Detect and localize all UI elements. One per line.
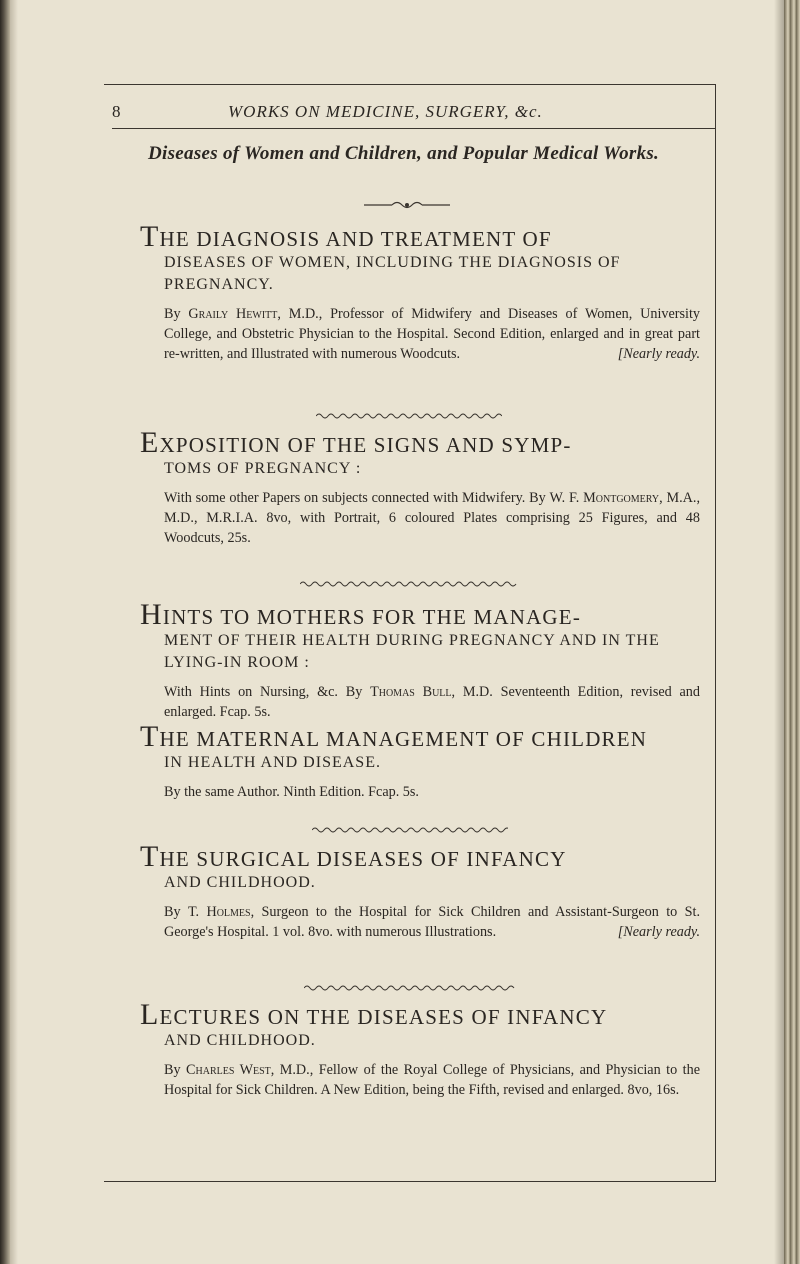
entry-description: By T. Holmes, Surgeon to the Hospital for Sick Children and Assistant-Surgeon to St. George's Hospital. 1 vol. 8vo. with numerous Illustrations. [Nearly ready. [164,904,701,940]
entry-description: By Graily Hewitt, M.D., Professor of Midwifery and Diseases of Women, University College, and Obstetric Physician to the Hospital. Second Edition, enlarged and in great part re-written, and Illustrated with numerous Woodcuts. [Nearly ready. [164,306,700,362]
author-name: W. F. Montgomery [549,490,660,506]
entry-title-continued: IN HEALTH AND DISEASE. [164,754,381,771]
catalogue-entry [140,220,700,364]
entry-title: EXPOSITION OF THE SIGNS AND SYMP- [140,426,572,459]
catalogue-entry [140,598,700,722]
catalogue-entry [140,998,700,1100]
entry-title-continued: AND CHILDHOOD. [164,1032,316,1049]
section-heading: Diseases of Women and Children, and Popular Medical Works. [148,143,660,164]
page-number: 8 [112,102,122,121]
author-name: Thomas Bull [370,684,452,700]
catalogue-entry [140,426,700,548]
wavy-separator [312,826,508,834]
wavy-separator [304,984,516,992]
running-title: WORKS ON MEDICINE, SURGERY, &c. [228,102,543,121]
entry-title-continued: AND CHILDHOOD. [164,874,316,891]
entry-title: THE MATERNAL MANAGEMENT OF CHILDREN [140,720,648,753]
entry-description: With Hints on Nursing, &c. By Thomas Bull, M.D. Seventeenth Edition, revised and enlarged. Fcap. 5s. [164,684,700,720]
page-stack-right-edge [784,0,800,1264]
entry-title-continued: TOMS OF PREGNANCY : [164,460,362,477]
author-name: Graily Hewitt [188,306,278,322]
entry-description: With some other Papers on subjects connected with Midwifery. By W. F. Montgomery, M.A., M.D., M.R.I.A. 8vo, with Portrait, 6 coloured Plates comprising 25 Figures, and 48 Woodcuts, 25s. [164,490,700,546]
catalogue-page [104,84,716,1182]
author-name: T. Holmes [187,904,251,920]
entry-title: THE SURGICAL DISEASES OF INFANCY [140,840,567,873]
catalogue-entry [140,720,700,802]
catalogue-entry [140,840,701,942]
entry-description: By Charles West, M.D., Fellow of the Royal College of Physicians, and Physician to the Hospital for Sick Children. A New Edition, being the Fifth, revised and enlarged. 8vo, 16s. [164,1062,700,1098]
entry-title: THE DIAGNOSIS AND TREATMENT OF [140,220,552,253]
entry-description: By the same Author. Ninth Edition. Fcap. 5s. [164,784,419,800]
author-name: Charles West [186,1062,271,1078]
status-note: [Nearly ready. [617,924,700,940]
status-note: [Nearly ready. [617,346,700,362]
header-rule [112,128,716,129]
entry-title-continued: MENT OF THEIR HEALTH DURING PREGNANCY AND IN THE LYING-IN ROOM : [164,632,660,671]
binding-left-edge [0,0,10,1264]
entry-title-continued: DISEASES OF WOMEN, INCLUDING THE DIAGNOSIS OF PREGNANCY. [164,254,621,293]
wavy-separator [316,412,502,420]
entry-title: LECTURES ON THE DISEASES OF INFANCY [140,998,608,1031]
page-curl-shadow [774,0,784,1264]
wavy-separator [300,580,520,588]
ornament-flourish [362,200,452,210]
entry-title: HINTS TO MOTHERS FOR THE MANAGE- [140,598,582,631]
